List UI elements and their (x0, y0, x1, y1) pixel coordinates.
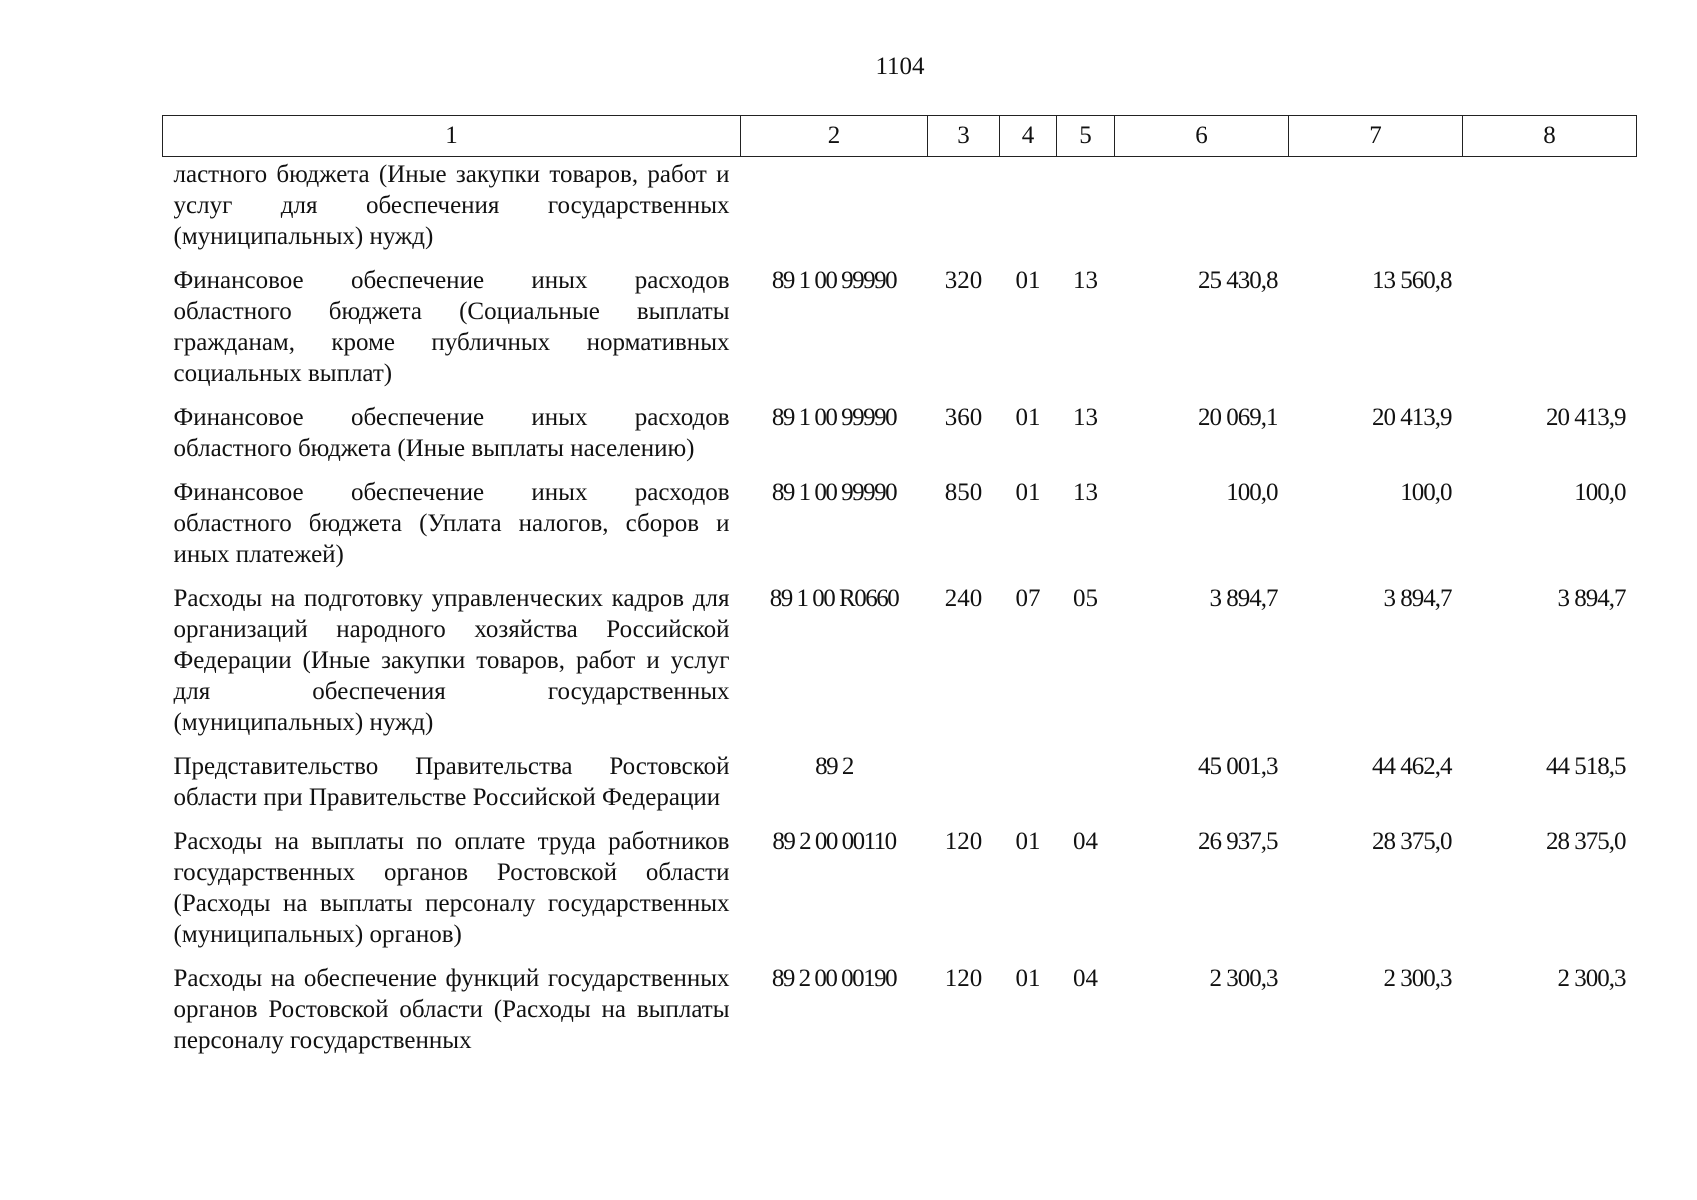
column-header: 7 (1289, 116, 1463, 157)
amount-column-7: 44 462,4 (1372, 753, 1452, 780)
amount-column-6 (1115, 157, 1289, 266)
page-number: 1104 (875, 53, 925, 80)
amount-column-7: 28 375,0 (1372, 828, 1452, 855)
table-row (163, 583, 1637, 751)
target-article-code: 89 2 00 00110 (772, 828, 896, 855)
amount-column-6: 2 300,3 (1209, 965, 1278, 992)
expense-type-code (928, 751, 1000, 826)
amount-column-8: 28 375,0 (1546, 828, 1626, 855)
expense-type-code: 120 (944, 965, 983, 992)
section-code: 01 (1015, 404, 1041, 431)
amount-column-7: 100,0 (1400, 479, 1452, 506)
subsection-code: 13 (1073, 404, 1098, 431)
expense-type-code: 320 (944, 267, 983, 294)
table-row (163, 963, 1637, 1069)
expense-description: Расходы на подготовку управленческих кадров для организаций народного хозяйства Российской Федерации (Иные закупки товаров, работ и услуг для обеспечения государственных (муниципальных) нужд) (173, 585, 730, 736)
column-header: 8 (1463, 116, 1637, 157)
expense-type-code (928, 157, 1000, 266)
subsection-code: 04 (1073, 828, 1098, 855)
expense-type-code: 360 (944, 404, 983, 431)
amount-column-8: 44 518,5 (1546, 753, 1626, 780)
amount-column-6: 26 937,5 (1198, 828, 1278, 855)
target-article-code: 89 2 00 00190 (771, 965, 897, 992)
table-row (163, 157, 1637, 266)
subsection-code (1057, 751, 1115, 826)
amount-column-6: 100,0 (1226, 479, 1278, 506)
column-header: 1 (163, 116, 741, 157)
amount-column-8 (1463, 265, 1637, 402)
target-article-code (741, 157, 928, 266)
section-code: 01 (1015, 965, 1041, 992)
expense-description: Расходы на выплаты по оплате труда работников государственных органов Ростовской области (Расходы на выплаты персоналу государственных (муниципальных) органов) (173, 828, 730, 948)
amount-column-6: 45 001,3 (1198, 753, 1278, 780)
amount-column-6: 3 894,7 (1209, 585, 1278, 612)
section-code: 01 (1015, 828, 1041, 855)
target-article-code: 89 2 (815, 753, 853, 780)
subsection-code (1057, 157, 1115, 266)
column-header: 4 (1000, 116, 1057, 157)
section-code (1000, 751, 1057, 826)
table-row (163, 826, 1637, 963)
subsection-code: 13 (1073, 479, 1098, 506)
section-code: 07 (1015, 585, 1041, 612)
target-article-code: 89 1 00 99990 (771, 404, 897, 431)
target-article-code: 89 1 00 99990 (771, 267, 897, 294)
expense-description: Финансовое обеспечение иных расходов областного бюджета (Социальные выплаты гражданам, кроме публичных нормативных социальных выплат) (173, 267, 730, 387)
amount-column-6: 20 069,1 (1198, 404, 1278, 431)
table-row (163, 402, 1637, 477)
subsection-code: 13 (1073, 267, 1098, 294)
section-code (1000, 157, 1057, 266)
target-article-code: 89 1 00 R0660 (769, 585, 899, 612)
expense-type-code: 240 (944, 585, 983, 612)
section-code: 01 (1015, 267, 1041, 294)
table-row (163, 265, 1637, 402)
column-header: 3 (928, 116, 1000, 157)
column-header: 2 (741, 116, 928, 157)
table-row (163, 751, 1637, 826)
expense-type-code: 850 (944, 479, 983, 506)
section-code: 01 (1015, 479, 1041, 506)
amount-column-7: 13 560,8 (1372, 267, 1452, 294)
subsection-code: 04 (1073, 965, 1098, 992)
amount-column-7: 2 300,3 (1383, 965, 1452, 992)
expense-description: ластного бюджета (Иные закупки товаров, работ и услуг для обеспечения государственных (муниципальных) нужд) (173, 161, 730, 250)
expense-description: Финансовое обеспечение иных расходов областного бюджета (Иные выплаты населению) (173, 404, 730, 462)
column-number-row (163, 116, 1637, 157)
column-header: 6 (1115, 116, 1289, 157)
expense-description: Представительство Правительства Ростовской области при Правительстве Российской Федерации (173, 753, 730, 811)
expense-type-code: 120 (944, 828, 983, 855)
table-row (163, 477, 1637, 583)
amount-column-7: 3 894,7 (1383, 585, 1452, 612)
amount-column-6: 25 430,8 (1198, 267, 1278, 294)
amount-column-8: 20 413,9 (1546, 404, 1626, 431)
target-article-code: 89 1 00 99990 (771, 479, 897, 506)
subsection-code: 05 (1073, 585, 1098, 612)
column-header: 5 (1057, 116, 1115, 157)
amount-column-7 (1289, 157, 1463, 266)
amount-column-8: 100,0 (1574, 479, 1626, 506)
amount-column-8: 3 894,7 (1557, 585, 1626, 612)
amount-column-7: 20 413,9 (1372, 404, 1452, 431)
budget-table (162, 115, 1637, 1069)
amount-column-8: 2 300,3 (1557, 965, 1626, 992)
expense-description: Финансовое обеспечение иных расходов областного бюджета (Уплата налогов, сборов и иных платежей) (173, 479, 730, 568)
expense-description: Расходы на обеспечение функций государственных органов Ростовской области (Расходы на выплаты персоналу государственных (173, 965, 730, 1054)
amount-column-8 (1463, 157, 1637, 266)
